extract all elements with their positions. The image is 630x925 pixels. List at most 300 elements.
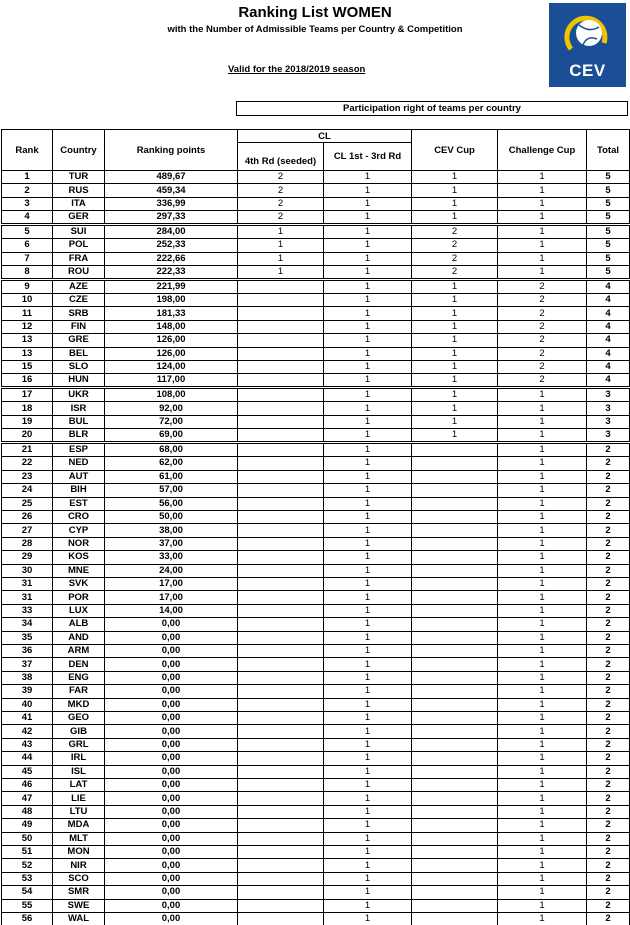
total-cell: 2 xyxy=(587,738,630,751)
points-cell: 0,00 xyxy=(105,765,238,778)
points-cell: 17,00 xyxy=(105,591,238,604)
country-cell: BUL xyxy=(53,415,105,428)
cev-cup-cell xyxy=(412,738,498,751)
points-cell: 0,00 xyxy=(105,712,238,725)
country-cell: ESP xyxy=(53,443,105,457)
cl-1st-3rd-cell: 1 xyxy=(324,591,412,604)
rank-cell: 18 xyxy=(2,402,53,415)
col-cl: CL xyxy=(238,130,412,143)
points-cell: 198,00 xyxy=(105,294,238,307)
country-cell: LTU xyxy=(53,805,105,818)
points-cell: 222,66 xyxy=(105,252,238,265)
challenge-cup-cell: 1 xyxy=(498,765,587,778)
points-cell: 336,99 xyxy=(105,197,238,210)
challenge-cup-cell: 1 xyxy=(498,819,587,832)
cl-4th-cell xyxy=(238,470,324,483)
country-cell: NIR xyxy=(53,859,105,872)
country-cell: HUN xyxy=(53,374,105,388)
table-row xyxy=(2,846,630,859)
challenge-cup-cell: 1 xyxy=(498,402,587,415)
table-row xyxy=(2,347,630,360)
table-row xyxy=(2,280,630,294)
rank-cell: 53 xyxy=(2,872,53,885)
total-cell: 2 xyxy=(587,457,630,470)
cl-4th-cell xyxy=(238,484,324,497)
total-cell: 4 xyxy=(587,280,630,294)
cev-cup-cell xyxy=(412,859,498,872)
table-row xyxy=(2,388,630,402)
challenge-cup-cell: 2 xyxy=(498,280,587,294)
country-cell: BIH xyxy=(53,484,105,497)
rank-cell: 24 xyxy=(2,484,53,497)
table-row xyxy=(2,171,630,184)
cev-cup-cell xyxy=(412,698,498,711)
total-cell: 2 xyxy=(587,618,630,631)
country-cell: GIB xyxy=(53,725,105,738)
points-cell: 148,00 xyxy=(105,320,238,333)
total-cell: 3 xyxy=(587,388,630,402)
cev-cup-cell: 1 xyxy=(412,307,498,320)
total-cell: 2 xyxy=(587,765,630,778)
cl-4th-cell: 2 xyxy=(238,197,324,210)
cl-4th-cell xyxy=(238,886,324,899)
cl-1st-3rd-cell: 1 xyxy=(324,564,412,577)
table-row xyxy=(2,631,630,644)
cl-1st-3rd-cell: 1 xyxy=(324,484,412,497)
points-cell: 222,33 xyxy=(105,266,238,280)
total-cell: 2 xyxy=(587,805,630,818)
rank-cell: 31 xyxy=(2,577,53,590)
total-cell: 2 xyxy=(587,671,630,684)
rank-cell: 46 xyxy=(2,779,53,792)
participation-header: Participation right of teams per country xyxy=(236,101,628,116)
rank-cell: 11 xyxy=(2,307,53,320)
col-cl-4th-rd: 4th Rd (seeded) xyxy=(238,143,324,171)
table-row xyxy=(2,197,630,210)
table-row xyxy=(2,765,630,778)
rank-cell: 52 xyxy=(2,859,53,872)
challenge-cup-cell: 1 xyxy=(498,510,587,523)
cl-1st-3rd-cell: 1 xyxy=(324,899,412,912)
rank-cell: 27 xyxy=(2,524,53,537)
points-cell: 181,33 xyxy=(105,307,238,320)
total-cell: 2 xyxy=(587,658,630,671)
points-cell: 0,00 xyxy=(105,725,238,738)
cl-4th-cell xyxy=(238,577,324,590)
cev-cup-cell xyxy=(412,899,498,912)
challenge-cup-cell: 1 xyxy=(498,846,587,859)
cev-cup-cell: 1 xyxy=(412,415,498,428)
cev-cup-cell xyxy=(412,644,498,657)
table-row xyxy=(2,537,630,550)
country-cell: IRL xyxy=(53,752,105,765)
cev-cup-cell xyxy=(412,510,498,523)
rank-cell: 48 xyxy=(2,805,53,818)
rank-cell: 13 xyxy=(2,347,53,360)
rank-cell: 2 xyxy=(2,184,53,197)
cev-cup-cell: 2 xyxy=(412,252,498,265)
cl-1st-3rd-cell: 1 xyxy=(324,779,412,792)
points-cell: 0,00 xyxy=(105,872,238,885)
total-cell: 2 xyxy=(587,510,630,523)
cl-1st-3rd-cell: 1 xyxy=(324,685,412,698)
cev-cup-cell: 2 xyxy=(412,239,498,252)
country-cell: WAL xyxy=(53,913,105,925)
rank-cell: 4 xyxy=(2,211,53,225)
cl-4th-cell xyxy=(238,899,324,912)
table-row xyxy=(2,551,630,564)
rank-cell: 36 xyxy=(2,644,53,657)
total-cell: 2 xyxy=(587,644,630,657)
rank-cell: 39 xyxy=(2,685,53,698)
cev-cup-cell xyxy=(412,685,498,698)
challenge-cup-cell: 1 xyxy=(498,252,587,265)
cl-1st-3rd-cell: 1 xyxy=(324,252,412,265)
total-cell: 2 xyxy=(587,752,630,765)
total-cell: 2 xyxy=(587,846,630,859)
points-cell: 0,00 xyxy=(105,631,238,644)
country-cell: CZE xyxy=(53,294,105,307)
challenge-cup-cell: 1 xyxy=(498,266,587,280)
rank-cell: 31 xyxy=(2,591,53,604)
country-cell: LAT xyxy=(53,779,105,792)
country-cell: RUS xyxy=(53,184,105,197)
rank-cell: 29 xyxy=(2,551,53,564)
cev-cup-cell xyxy=(412,591,498,604)
country-cell: UKR xyxy=(53,388,105,402)
cev-cup-cell xyxy=(412,618,498,631)
rank-cell: 56 xyxy=(2,913,53,925)
challenge-cup-cell: 1 xyxy=(498,577,587,590)
cev-cup-cell xyxy=(412,752,498,765)
cev-cup-cell xyxy=(412,564,498,577)
total-cell: 2 xyxy=(587,631,630,644)
challenge-cup-cell: 1 xyxy=(498,631,587,644)
challenge-cup-cell: 1 xyxy=(498,671,587,684)
cl-1st-3rd-cell: 1 xyxy=(324,497,412,510)
country-cell: NED xyxy=(53,457,105,470)
country-cell: SRB xyxy=(53,307,105,320)
rank-cell: 16 xyxy=(2,374,53,388)
challenge-cup-cell: 1 xyxy=(498,497,587,510)
challenge-cup-cell: 1 xyxy=(498,197,587,210)
cl-1st-3rd-cell: 1 xyxy=(324,846,412,859)
table-row xyxy=(2,211,630,225)
col-country: Country xyxy=(53,130,105,171)
country-cell: GER xyxy=(53,211,105,225)
cl-1st-3rd-cell: 1 xyxy=(324,859,412,872)
challenge-cup-cell: 1 xyxy=(498,415,587,428)
rank-cell: 17 xyxy=(2,388,53,402)
country-cell: SVK xyxy=(53,577,105,590)
cl-4th-cell xyxy=(238,307,324,320)
cl-4th-cell xyxy=(238,537,324,550)
table-row xyxy=(2,184,630,197)
cl-1st-3rd-cell: 1 xyxy=(324,712,412,725)
table-row xyxy=(2,752,630,765)
cev-cup-cell: 1 xyxy=(412,374,498,388)
total-cell: 5 xyxy=(587,252,630,265)
cev-cup-cell xyxy=(412,443,498,457)
table-row xyxy=(2,564,630,577)
points-cell: 0,00 xyxy=(105,685,238,698)
total-cell: 2 xyxy=(587,792,630,805)
points-cell: 38,00 xyxy=(105,524,238,537)
cl-4th-cell xyxy=(238,792,324,805)
cl-1st-3rd-cell: 1 xyxy=(324,618,412,631)
points-cell: 0,00 xyxy=(105,779,238,792)
cl-1st-3rd-cell: 1 xyxy=(324,388,412,402)
country-cell: BLR xyxy=(53,429,105,443)
rank-cell: 23 xyxy=(2,470,53,483)
cl-4th-cell xyxy=(238,819,324,832)
rank-cell: 47 xyxy=(2,792,53,805)
table-row xyxy=(2,886,630,899)
col-challenge-cup: Challenge Cup xyxy=(498,130,587,171)
cev-cup-cell: 1 xyxy=(412,197,498,210)
challenge-cup-cell: 1 xyxy=(498,712,587,725)
total-cell: 2 xyxy=(587,484,630,497)
country-cell: SCO xyxy=(53,872,105,885)
cev-cup-cell: 1 xyxy=(412,320,498,333)
cl-4th-cell xyxy=(238,361,324,374)
cl-1st-3rd-cell: 1 xyxy=(324,184,412,197)
rank-cell: 22 xyxy=(2,457,53,470)
cl-1st-3rd-cell: 1 xyxy=(324,752,412,765)
challenge-cup-cell: 1 xyxy=(498,658,587,671)
rank-cell: 7 xyxy=(2,252,53,265)
total-cell: 2 xyxy=(587,832,630,845)
country-cell: KOS xyxy=(53,551,105,564)
cl-1st-3rd-cell: 1 xyxy=(324,631,412,644)
table-row xyxy=(2,457,630,470)
rank-cell: 13 xyxy=(2,334,53,347)
challenge-cup-cell: 1 xyxy=(498,171,587,184)
rank-cell: 43 xyxy=(2,738,53,751)
cev-logo xyxy=(549,3,626,87)
table-row xyxy=(2,604,630,617)
country-cell: ENG xyxy=(53,671,105,684)
challenge-cup-cell: 1 xyxy=(498,832,587,845)
total-cell: 2 xyxy=(587,712,630,725)
cl-1st-3rd-cell: 1 xyxy=(324,819,412,832)
total-cell: 2 xyxy=(587,725,630,738)
col-cl-1st-3rd-rd: CL 1st - 3rd Rd xyxy=(324,143,412,171)
cl-4th-cell xyxy=(238,415,324,428)
cl-1st-3rd-cell: 1 xyxy=(324,443,412,457)
table-row xyxy=(2,252,630,265)
points-cell: 69,00 xyxy=(105,429,238,443)
points-cell: 117,00 xyxy=(105,374,238,388)
col-rank: Rank xyxy=(2,130,53,171)
total-cell: 2 xyxy=(587,886,630,899)
country-cell: MLT xyxy=(53,832,105,845)
cl-1st-3rd-cell: 1 xyxy=(324,266,412,280)
table-row xyxy=(2,402,630,415)
challenge-cup-cell: 1 xyxy=(498,872,587,885)
cev-cup-cell xyxy=(412,913,498,925)
table-row xyxy=(2,685,630,698)
challenge-cup-cell: 2 xyxy=(498,334,587,347)
challenge-cup-cell: 1 xyxy=(498,564,587,577)
rank-cell: 35 xyxy=(2,631,53,644)
total-cell: 4 xyxy=(587,307,630,320)
cev-cup-cell: 1 xyxy=(412,402,498,415)
country-cell: POL xyxy=(53,239,105,252)
country-cell: MON xyxy=(53,846,105,859)
table-row xyxy=(2,577,630,590)
cl-1st-3rd-cell: 1 xyxy=(324,524,412,537)
cl-1st-3rd-cell: 1 xyxy=(324,171,412,184)
cl-1st-3rd-cell: 1 xyxy=(324,738,412,751)
country-cell: TUR xyxy=(53,171,105,184)
challenge-cup-cell: 1 xyxy=(498,524,587,537)
page-subtitle: with the Number of Admissible Teams per Country & Competition xyxy=(167,24,463,35)
points-cell: 0,00 xyxy=(105,618,238,631)
cl-4th-cell xyxy=(238,347,324,360)
season-note: Valid for the 2018/2019 season xyxy=(228,64,366,75)
ranking-table xyxy=(1,129,630,925)
cl-1st-3rd-cell: 1 xyxy=(324,320,412,333)
challenge-cup-cell: 1 xyxy=(498,725,587,738)
challenge-cup-cell: 1 xyxy=(498,443,587,457)
cl-1st-3rd-cell: 1 xyxy=(324,415,412,428)
country-cell: FAR xyxy=(53,685,105,698)
points-cell: 0,00 xyxy=(105,805,238,818)
country-cell: ARM xyxy=(53,644,105,657)
cl-4th-cell xyxy=(238,685,324,698)
country-cell: AND xyxy=(53,631,105,644)
points-cell: 126,00 xyxy=(105,347,238,360)
cl-4th-cell xyxy=(238,457,324,470)
cl-4th-cell xyxy=(238,698,324,711)
total-cell: 3 xyxy=(587,402,630,415)
cl-4th-cell xyxy=(238,604,324,617)
table-row xyxy=(2,872,630,885)
points-cell: 0,00 xyxy=(105,886,238,899)
rank-cell: 3 xyxy=(2,197,53,210)
points-cell: 0,00 xyxy=(105,738,238,751)
rank-cell: 42 xyxy=(2,725,53,738)
cl-4th-cell xyxy=(238,294,324,307)
country-cell: SLO xyxy=(53,361,105,374)
rank-cell: 8 xyxy=(2,266,53,280)
cev-cup-cell xyxy=(412,765,498,778)
total-cell: 3 xyxy=(587,415,630,428)
cl-4th-cell xyxy=(238,859,324,872)
country-cell: AZE xyxy=(53,280,105,294)
country-cell: EST xyxy=(53,497,105,510)
cl-1st-3rd-cell: 1 xyxy=(324,197,412,210)
table-row xyxy=(2,899,630,912)
cl-1st-3rd-cell: 1 xyxy=(324,470,412,483)
cev-cup-cell xyxy=(412,577,498,590)
country-cell: CYP xyxy=(53,524,105,537)
cev-cup-cell xyxy=(412,537,498,550)
rank-cell: 5 xyxy=(2,225,53,239)
total-cell: 4 xyxy=(587,361,630,374)
total-cell: 5 xyxy=(587,225,630,239)
table-row xyxy=(2,497,630,510)
country-cell: GRL xyxy=(53,738,105,751)
table-row xyxy=(2,671,630,684)
cev-cup-cell xyxy=(412,551,498,564)
challenge-cup-cell: 1 xyxy=(498,604,587,617)
rank-cell: 6 xyxy=(2,239,53,252)
challenge-cup-cell: 1 xyxy=(498,779,587,792)
cl-1st-3rd-cell: 1 xyxy=(324,886,412,899)
country-cell: MNE xyxy=(53,564,105,577)
cl-4th-cell xyxy=(238,671,324,684)
rank-cell: 40 xyxy=(2,698,53,711)
cl-4th-cell xyxy=(238,725,324,738)
cl-4th-cell xyxy=(238,712,324,725)
cl-1st-3rd-cell: 1 xyxy=(324,402,412,415)
points-cell: 72,00 xyxy=(105,415,238,428)
rank-cell: 1 xyxy=(2,171,53,184)
rank-cell: 50 xyxy=(2,832,53,845)
rank-cell: 33 xyxy=(2,604,53,617)
cl-4th-cell xyxy=(238,564,324,577)
rank-cell: 19 xyxy=(2,415,53,428)
cl-1st-3rd-cell: 1 xyxy=(324,537,412,550)
rank-cell: 26 xyxy=(2,510,53,523)
points-cell: 0,00 xyxy=(105,792,238,805)
challenge-cup-cell: 2 xyxy=(498,320,587,333)
rank-cell: 21 xyxy=(2,443,53,457)
points-cell: 17,00 xyxy=(105,577,238,590)
rank-cell: 45 xyxy=(2,765,53,778)
challenge-cup-cell: 1 xyxy=(498,429,587,443)
country-cell: GEO xyxy=(53,712,105,725)
rank-cell: 12 xyxy=(2,320,53,333)
cl-1st-3rd-cell: 1 xyxy=(324,510,412,523)
table-row xyxy=(2,725,630,738)
points-cell: 62,00 xyxy=(105,457,238,470)
cl-4th-cell xyxy=(238,658,324,671)
country-cell: GRE xyxy=(53,334,105,347)
points-cell: 0,00 xyxy=(105,899,238,912)
points-cell: 0,00 xyxy=(105,671,238,684)
cev-cup-cell xyxy=(412,631,498,644)
cl-4th-cell xyxy=(238,765,324,778)
cl-1st-3rd-cell: 1 xyxy=(324,225,412,239)
cl-1st-3rd-cell: 1 xyxy=(324,211,412,225)
cl-4th-cell xyxy=(238,280,324,294)
cev-cup-cell xyxy=(412,886,498,899)
page-title: Ranking List WOMEN xyxy=(238,4,392,21)
rank-cell: 20 xyxy=(2,429,53,443)
points-cell: 57,00 xyxy=(105,484,238,497)
rank-cell: 28 xyxy=(2,537,53,550)
challenge-cup-cell: 2 xyxy=(498,361,587,374)
country-cell: ISL xyxy=(53,765,105,778)
rank-cell: 34 xyxy=(2,618,53,631)
total-cell: 4 xyxy=(587,294,630,307)
cl-1st-3rd-cell: 1 xyxy=(324,872,412,885)
total-cell: 2 xyxy=(587,524,630,537)
rank-cell: 44 xyxy=(2,752,53,765)
cev-cup-cell: 1 xyxy=(412,361,498,374)
table-row xyxy=(2,819,630,832)
rank-cell: 51 xyxy=(2,846,53,859)
table-row xyxy=(2,320,630,333)
cl-1st-3rd-cell: 1 xyxy=(324,457,412,470)
rank-cell: 30 xyxy=(2,564,53,577)
total-cell: 2 xyxy=(587,913,630,925)
cev-cup-cell xyxy=(412,832,498,845)
cev-cup-cell xyxy=(412,671,498,684)
